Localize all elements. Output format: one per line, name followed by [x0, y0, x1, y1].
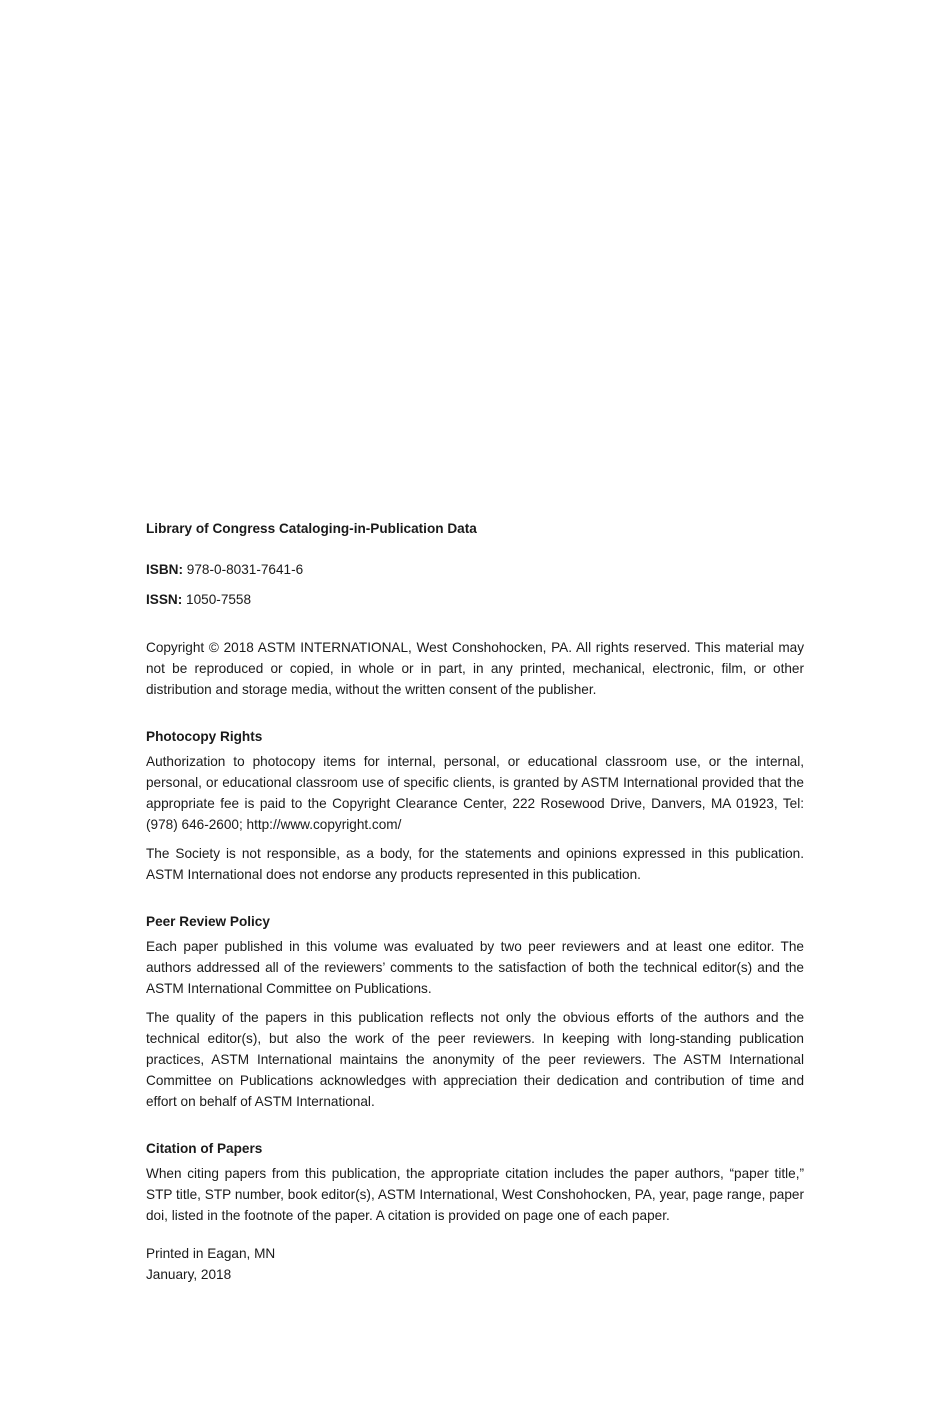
copyright-statement: Copyright © 2018 ASTM INTERNATIONAL, West Conshohocken, PA. All rights reserved. This material may not be reproduced or copied, in whole or in part, in any printed, mechanical, electronic, film, or other distribution and storage media, without the written consent of the publisher.	[146, 640, 804, 697]
peer-review-paragraph: Each paper published in this volume was evaluated by two peer reviewers and at least one editor. The authors addressed all of the reviewers’ comments to the satisfaction of both the technical editor(s) and the ASTM International Committee on Publications.	[146, 939, 804, 996]
citation-section	[146, 1138, 804, 1226]
isbn-value: 978-0-8031-7641-6	[186, 562, 304, 577]
library-of-congress-heading: Library of Congress Cataloging-in-Publication Data	[146, 521, 477, 536]
printed-info	[146, 1243, 804, 1285]
peer-review-heading: Peer Review Policy	[146, 914, 270, 929]
issn-value: 1050-7558	[186, 592, 252, 607]
peer-review-quality-paragraph: The quality of the papers in this publication reflects not only the obvious efforts of the authors and the technical editor(s), but also the work of the peer reviewers. In keeping with long-standing publication practices, ASTM International maintains the anonymity of the peer reviewers. The ASTM International Committee on Publications acknowledges with appreciation their dedication and contribution of time and effort on behalf of ASTM International.	[146, 1010, 804, 1109]
citation-heading: Citation of Papers	[146, 1141, 263, 1156]
isbn-label: ISBN:	[146, 562, 184, 577]
issn-line	[146, 589, 804, 610]
identifiers	[146, 559, 804, 610]
photocopy-rights-heading: Photocopy Rights	[146, 729, 263, 744]
isbn-line	[146, 559, 804, 580]
citation-paragraph: When citing papers from this publication, the appropriate citation includes the paper authors, “paper title,” STP title, STP number, book editor(s), ASTM International, West Conshohocken, PA, year, page range, paper doi, listed in the footnote of the paper. A citation is provided on page one of each paper.	[146, 1166, 804, 1223]
issn-label: ISSN:	[146, 592, 183, 607]
copyright-page	[146, 518, 804, 1285]
printed-date: January, 2018	[146, 1267, 232, 1282]
society-disclaimer-paragraph: The Society is not responsible, as a body, for the statements and opinions expressed in this publication. ASTM International does not endorse any products represented in this publication.	[146, 846, 804, 882]
photocopy-rights-section	[146, 726, 804, 885]
peer-review-section	[146, 911, 804, 1112]
photocopy-paragraph: Authorization to photocopy items for internal, personal, or educational classroom use, or the internal, personal, or educational classroom use of specific clients, is granted by ASTM International provided that the appropriate fee is paid to the Copyright Clearance Center, 222 Rosewood Drive, Danvers, MA 01923, Tel: (978) 646-2600; http://www.copyright.com/	[146, 754, 804, 832]
printed-location: Printed in Eagan, MN	[146, 1246, 276, 1261]
